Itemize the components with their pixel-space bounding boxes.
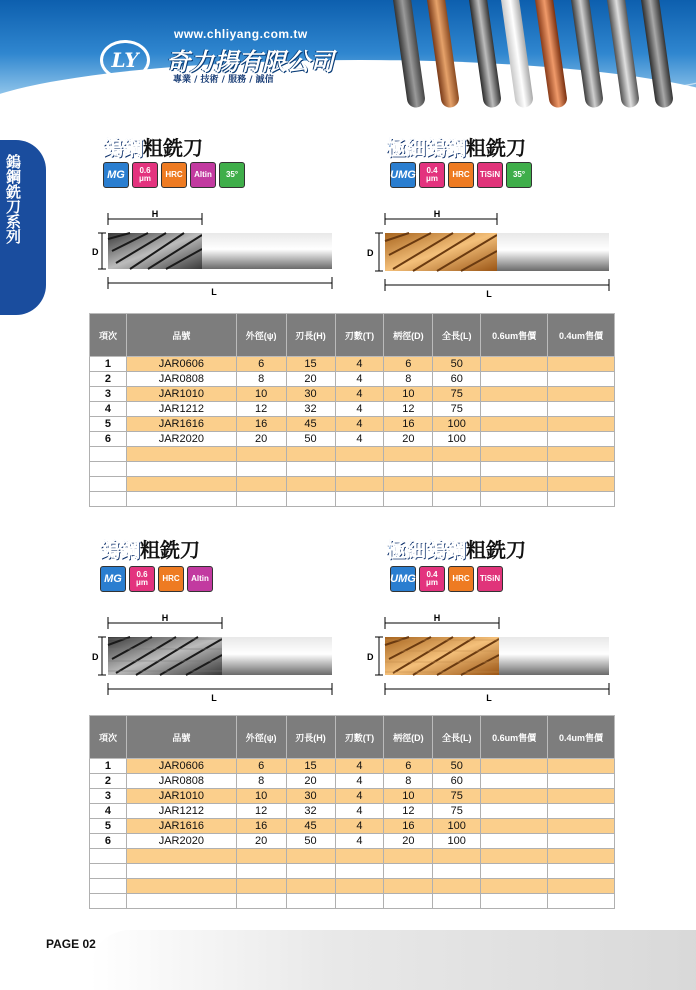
table-cell (433, 864, 481, 879)
table-cell: 4 (335, 417, 384, 432)
section2-left-tool-diagram (90, 609, 340, 704)
table-cell (548, 477, 615, 492)
table-cell: 75 (433, 402, 481, 417)
table-cell (481, 879, 548, 894)
table-cell: 4 (90, 804, 127, 819)
table-row (90, 402, 615, 417)
table-row (90, 372, 615, 387)
table-cell: 4 (335, 432, 384, 447)
title-bold-part: 鎢鋼 (103, 136, 143, 160)
section1-left-icons (103, 162, 245, 188)
micron-0-4-icon: 0.4 μm (419, 566, 445, 592)
table-cell: 6 (384, 357, 433, 372)
table-row (90, 462, 615, 477)
dim-h-label: H (433, 613, 441, 623)
title-bold-part: 極細鎢鋼 (386, 136, 466, 160)
table-row (90, 804, 615, 819)
table-cell: 12 (236, 804, 286, 819)
dim-h-label: H (151, 209, 159, 219)
table-row (90, 357, 615, 372)
table-cell (481, 834, 548, 849)
table-cell: 4 (335, 357, 384, 372)
table-cell: 16 (384, 417, 433, 432)
table-cell (335, 879, 384, 894)
table-cell: JAR0808 (126, 372, 236, 387)
table-cell (548, 402, 615, 417)
side-tab-label: 鎢鋼銑刀系列 (4, 154, 22, 244)
section1-right-tool-diagram (365, 205, 615, 300)
dim-d-label: D (367, 248, 374, 258)
col-header-item: 項次 (90, 716, 127, 759)
table-cell: 4 (335, 774, 384, 789)
table-cell (548, 447, 615, 462)
table-row (90, 492, 615, 507)
category-side-tab (0, 140, 46, 315)
table-row (90, 819, 615, 834)
table-cell: 45 (286, 819, 335, 834)
col-header-outer-diameter: 外徑(ψ) (236, 716, 286, 759)
table-cell: 4 (335, 819, 384, 834)
hrc-icon: HRC (161, 162, 187, 188)
table-cell: 8 (236, 774, 286, 789)
table-row (90, 789, 615, 804)
table-cell (286, 492, 335, 507)
table-cell (126, 894, 236, 909)
table-cell: 45 (286, 417, 335, 432)
title-plain-part: 粗銑刀 (466, 538, 526, 562)
table-cell: 4 (335, 402, 384, 417)
umg-grade-icon: UMG (390, 566, 416, 592)
table-cell (90, 894, 127, 909)
table-cell: 4 (335, 372, 384, 387)
table-cell (548, 759, 615, 774)
title-plain-part: 粗銑刀 (140, 538, 200, 562)
section1-left-tool-diagram (90, 205, 340, 300)
mg-grade-icon: MG (103, 162, 129, 188)
table-cell: 50 (286, 432, 335, 447)
table-cell (548, 849, 615, 864)
col-header-price-0-4um: 0.4um售價 (548, 314, 615, 357)
table-cell (384, 879, 433, 894)
table-cell: JAR1212 (126, 402, 236, 417)
table-cell (481, 849, 548, 864)
table-cell (335, 477, 384, 492)
table-cell (481, 477, 548, 492)
table-cell (384, 894, 433, 909)
table-cell: 75 (433, 804, 481, 819)
table-cell (481, 789, 548, 804)
title-bold-part: 鎢鋼 (100, 538, 140, 562)
table-cell (548, 834, 615, 849)
table-cell (236, 447, 286, 462)
table-cell (236, 462, 286, 477)
table-cell: 60 (433, 774, 481, 789)
table-cell (548, 879, 615, 894)
table-cell (90, 492, 127, 507)
table-cell (433, 492, 481, 507)
table-cell (548, 804, 615, 819)
table-cell (286, 894, 335, 909)
table-cell (433, 462, 481, 477)
hrc-icon: HRC (448, 162, 474, 188)
table-cell (433, 894, 481, 909)
col-header-price-0-4um: 0.4um售價 (548, 716, 615, 759)
table-cell: 16 (236, 417, 286, 432)
table-cell: 50 (433, 759, 481, 774)
section2-right-icons (390, 566, 503, 592)
table-cell: 20 (384, 432, 433, 447)
table-cell: 16 (236, 819, 286, 834)
section1-right-icons (390, 162, 532, 188)
table-cell: 1 (90, 759, 127, 774)
table-cell: 6 (90, 432, 127, 447)
table-cell (481, 372, 548, 387)
table-cell (335, 864, 384, 879)
title-bold-part: 極細鎢鋼 (386, 538, 466, 562)
table-cell (384, 477, 433, 492)
table-row (90, 387, 615, 402)
col-header-shank-diameter: 柄徑(D) (384, 314, 433, 357)
table-cell (236, 849, 286, 864)
table-cell: 2 (90, 372, 127, 387)
table-cell (286, 864, 335, 879)
col-header-overall-length: 全長(L) (433, 314, 481, 357)
table-cell: 100 (433, 432, 481, 447)
table-cell (90, 477, 127, 492)
table-row (90, 759, 615, 774)
table-cell: 6 (236, 759, 286, 774)
table-cell: JAR1010 (126, 789, 236, 804)
hrc-icon: HRC (158, 566, 184, 592)
table-cell (286, 447, 335, 462)
col-header-overall-length: 全長(L) (433, 716, 481, 759)
table-cell: 10 (384, 789, 433, 804)
table-cell: 60 (433, 372, 481, 387)
table-header-row (90, 314, 615, 357)
table-cell: 3 (90, 789, 127, 804)
title-plain-part: 粗銑刀 (143, 136, 203, 160)
dim-l-label: L (486, 693, 492, 703)
table-cell (548, 372, 615, 387)
mg-grade-icon: MG (100, 566, 126, 592)
table-cell: 20 (236, 834, 286, 849)
table-cell: 30 (286, 387, 335, 402)
page-number: PAGE 02 (46, 937, 96, 951)
table-cell: JAR0606 (126, 357, 236, 372)
table-cell: JAR0808 (126, 774, 236, 789)
table-cell (126, 849, 236, 864)
tisin-coating-icon: TiSiN (477, 566, 503, 592)
table-row (90, 834, 615, 849)
table-cell: 15 (286, 759, 335, 774)
table-cell (433, 879, 481, 894)
table-cell: 32 (286, 804, 335, 819)
col-header-outer-diameter: 外徑(ψ) (236, 314, 286, 357)
table-row (90, 864, 615, 879)
table-cell: 8 (236, 372, 286, 387)
footer-band (90, 930, 696, 990)
dim-l-label: L (211, 693, 217, 703)
table-cell (548, 462, 615, 477)
table-cell (481, 492, 548, 507)
table-cell (286, 879, 335, 894)
table-row (90, 879, 615, 894)
col-header-flutes: 刃數(T) (335, 716, 384, 759)
section2-right-tool-diagram (365, 609, 615, 704)
dim-h-label: H (161, 613, 169, 623)
table-cell: JAR2020 (126, 432, 236, 447)
section1-left-title (103, 132, 203, 161)
table-cell: 6 (384, 759, 433, 774)
spec-table-2 (89, 715, 615, 909)
table-cell: JAR2020 (126, 834, 236, 849)
micron-0-6-icon: 0.6 μm (132, 162, 158, 188)
dim-h-label: H (433, 209, 441, 219)
table-cell (548, 357, 615, 372)
table-cell: 3 (90, 387, 127, 402)
table-cell (335, 447, 384, 462)
table-cell (548, 387, 615, 402)
col-header-part-no: 品號 (126, 716, 236, 759)
table-cell: 75 (433, 387, 481, 402)
micron-0-4-icon: 0.4 μm (419, 162, 445, 188)
dim-l-label: L (211, 287, 217, 297)
table-row (90, 774, 615, 789)
table-cell (126, 879, 236, 894)
table-cell (548, 864, 615, 879)
table-cell (384, 849, 433, 864)
table-cell (481, 387, 548, 402)
table-cell (481, 759, 548, 774)
table-cell: 10 (236, 789, 286, 804)
table-cell (548, 774, 615, 789)
table-cell: 5 (90, 819, 127, 834)
table-cell (548, 819, 615, 834)
company-logo: LY (100, 40, 150, 80)
company-name: 奇力揚有限公司 (166, 48, 334, 76)
table-cell (236, 477, 286, 492)
section2-left-icons (100, 566, 213, 592)
table-row (90, 432, 615, 447)
table-cell (90, 864, 127, 879)
table-cell: 1 (90, 357, 127, 372)
table-cell: 100 (433, 819, 481, 834)
table-cell (90, 879, 127, 894)
col-header-price-0-6um: 0.6um售價 (481, 314, 548, 357)
table-cell (236, 864, 286, 879)
company-slogan: 專業 / 技術 / 服務 / 誠信 (173, 75, 274, 85)
table-cell (236, 894, 286, 909)
dim-d-label: D (92, 652, 99, 662)
micron-0-6-icon: 0.6 μm (129, 566, 155, 592)
table-cell (433, 477, 481, 492)
col-header-flutes: 刃數(T) (335, 314, 384, 357)
table-cell: 5 (90, 417, 127, 432)
table-cell (481, 894, 548, 909)
table-cell (548, 789, 615, 804)
table-cell: 50 (433, 357, 481, 372)
table-cell (481, 402, 548, 417)
table-cell (126, 462, 236, 477)
section2-left-title (100, 534, 200, 563)
table-cell (90, 849, 127, 864)
table-cell (481, 804, 548, 819)
table-cell: 20 (236, 432, 286, 447)
table-cell (548, 417, 615, 432)
table-cell: 4 (335, 759, 384, 774)
table-cell (548, 492, 615, 507)
table-cell: 10 (384, 387, 433, 402)
table-cell: 12 (384, 804, 433, 819)
table-cell: 20 (286, 372, 335, 387)
table-cell (126, 477, 236, 492)
table-cell (433, 447, 481, 462)
table-cell: JAR1616 (126, 417, 236, 432)
table-cell (90, 447, 127, 462)
website-url[interactable]: www.chliyang.com.tw (174, 27, 308, 41)
table-cell (236, 879, 286, 894)
table-row (90, 477, 615, 492)
table-cell (481, 357, 548, 372)
table-cell (126, 864, 236, 879)
col-header-item: 項次 (90, 314, 127, 357)
table-cell (286, 477, 335, 492)
table-cell (335, 894, 384, 909)
dim-d-label: D (92, 247, 99, 257)
table-cell (481, 864, 548, 879)
col-header-flute-length: 刃長(H) (286, 314, 335, 357)
table-cell (548, 894, 615, 909)
table-cell: 12 (384, 402, 433, 417)
table-row (90, 447, 615, 462)
table-cell (433, 849, 481, 864)
table-cell: 75 (433, 789, 481, 804)
table-cell: JAR0606 (126, 759, 236, 774)
table-cell: 2 (90, 774, 127, 789)
table-cell: 4 (335, 387, 384, 402)
spec-table-1 (89, 313, 615, 507)
table-cell (481, 447, 548, 462)
section1-right-title (386, 132, 526, 161)
helix-35-icon: 35° (219, 162, 245, 188)
table-cell: JAR1212 (126, 804, 236, 819)
table-cell: 4 (335, 834, 384, 849)
table-cell: 12 (236, 402, 286, 417)
table-cell (384, 864, 433, 879)
table-cell (335, 462, 384, 477)
table-cell: JAR1616 (126, 819, 236, 834)
dim-d-label: D (367, 652, 374, 662)
tisin-coating-icon: TiSiN (477, 162, 503, 188)
table-cell (126, 492, 236, 507)
table-cell: JAR1010 (126, 387, 236, 402)
table-cell (236, 492, 286, 507)
table-cell: 30 (286, 789, 335, 804)
table-cell: 6 (236, 357, 286, 372)
col-header-price-0-6um: 0.6um售價 (481, 716, 548, 759)
table-cell: 10 (236, 387, 286, 402)
umg-grade-icon: UMG (390, 162, 416, 188)
table-cell (335, 849, 384, 864)
table-cell: 4 (90, 402, 127, 417)
table-cell (286, 462, 335, 477)
table-row (90, 417, 615, 432)
table-row (90, 894, 615, 909)
title-plain-part: 粗銑刀 (466, 136, 526, 160)
altin-coating-icon: Altin (187, 566, 213, 592)
table-cell (384, 462, 433, 477)
table-cell (90, 462, 127, 477)
table-cell: 15 (286, 357, 335, 372)
table-cell: 8 (384, 774, 433, 789)
table-cell (335, 492, 384, 507)
table-cell: 50 (286, 834, 335, 849)
header-banner (0, 0, 696, 118)
table-cell (286, 849, 335, 864)
dim-l-label: L (486, 289, 492, 299)
table-cell (384, 492, 433, 507)
table-cell: 20 (384, 834, 433, 849)
table-cell (481, 432, 548, 447)
section2-right-title (386, 534, 526, 563)
table-cell: 20 (286, 774, 335, 789)
table-cell: 6 (90, 834, 127, 849)
table-cell (548, 432, 615, 447)
altin-coating-icon: Altin (190, 162, 216, 188)
table-cell (481, 417, 548, 432)
table-cell: 4 (335, 804, 384, 819)
col-header-part-no: 品號 (126, 314, 236, 357)
col-header-flute-length: 刃長(H) (286, 716, 335, 759)
table-cell: 8 (384, 372, 433, 387)
table-cell: 16 (384, 819, 433, 834)
table-header-row (90, 716, 615, 759)
table-row (90, 849, 615, 864)
table-cell: 32 (286, 402, 335, 417)
table-cell (481, 774, 548, 789)
table-cell: 100 (433, 417, 481, 432)
table-cell: 4 (335, 789, 384, 804)
table-cell (384, 447, 433, 462)
helix-35-icon: 35° (506, 162, 532, 188)
table-cell (481, 819, 548, 834)
table-cell (481, 462, 548, 477)
col-header-shank-diameter: 柄徑(D) (384, 716, 433, 759)
table-cell (126, 447, 236, 462)
table-cell: 100 (433, 834, 481, 849)
hrc-icon: HRC (448, 566, 474, 592)
